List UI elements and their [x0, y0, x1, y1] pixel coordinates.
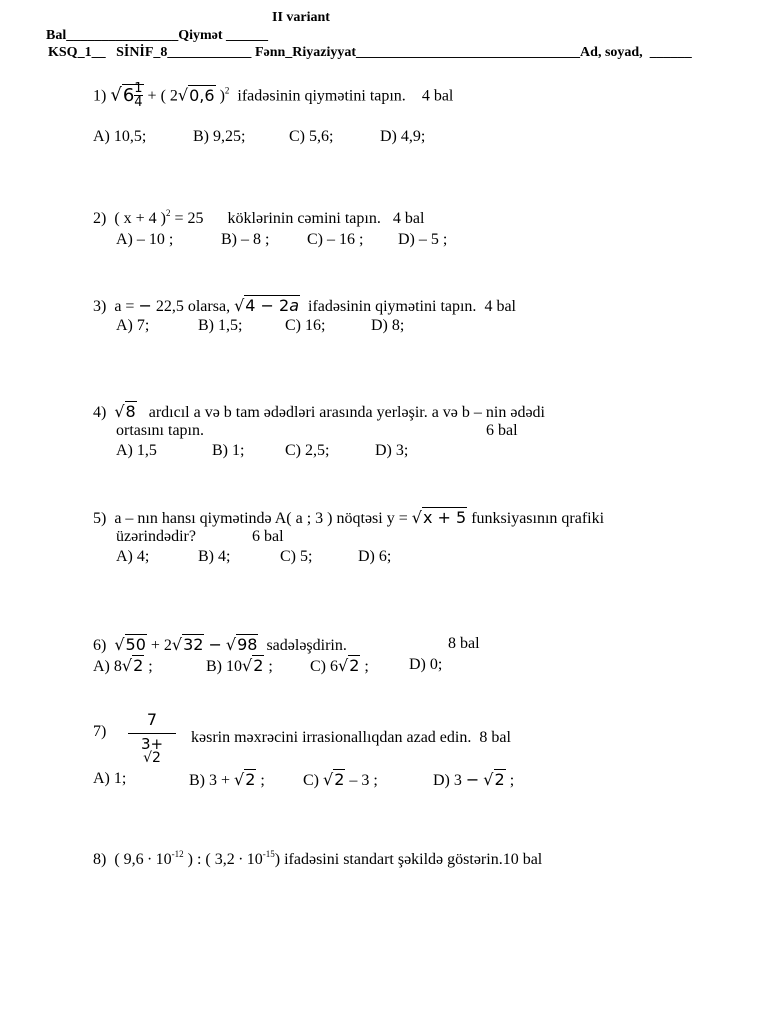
question-8-number: 8) [93, 851, 107, 868]
answer-d: D) – 5 ; [398, 231, 448, 248]
root-50: √50 [114, 635, 146, 654]
question-3-number: 3) [93, 298, 107, 315]
plus-term: + ( 2 [147, 87, 178, 105]
answer-d: D) 3 − √2 ; [433, 770, 515, 789]
name-label: Ad, soyad, [580, 45, 643, 60]
score-line [46, 28, 268, 44]
question-1-number: 1) [93, 87, 107, 105]
answer-b: B) – 8 ; [221, 231, 270, 248]
question-5-number: 5) [93, 510, 107, 527]
multiply-dot: ∙ [238, 851, 243, 868]
question-6-points: 8 bal [448, 635, 480, 652]
answer-a: A) 10,5; [93, 128, 147, 145]
name-blank: ______ [649, 45, 692, 60]
question-2-number: 2) [93, 210, 107, 227]
answer-c: C) 5,6; [289, 128, 334, 145]
question-3-points: 4 bal [484, 298, 516, 315]
minus-sign: − [138, 296, 152, 315]
question-5-points: 6 bal [252, 528, 284, 545]
answer-b: B) 9,25; [193, 128, 246, 145]
question-2-points: 4 bal [392, 210, 425, 227]
answer-d: D) 8; [371, 317, 405, 334]
question-2-text: köklərinin cəmini tapın. [227, 210, 381, 227]
answer-b: B) 4; [198, 548, 231, 565]
root-8: √8 [114, 402, 136, 421]
fraction-numerator: 7 [146, 710, 158, 729]
question-3-text: ifadəsinin qiymətini tapın. [308, 298, 477, 315]
answer-a: A) 1; [93, 770, 127, 787]
answer-a: A) 1,5 [116, 442, 157, 459]
question-4-text-2: ortasını tapın. [116, 422, 204, 439]
answer-c: C) 6√2 ; [310, 656, 369, 675]
question-1: 1) √6 $\frac{1}{4}$ + ( 2√0,6 )$^2$ ifadəsinin qiymətini tapın. 4 bal [93, 81, 454, 110]
answer-d: D) 4,9; [380, 128, 426, 145]
class-label: SİNİF_8____________ [116, 45, 252, 60]
answers-1 [93, 128, 146, 146]
answer-a: A) 4; [116, 548, 150, 565]
root-expression-1: √6 $\frac{1}{4}$ [110, 81, 143, 110]
question-6-number: 6) [93, 637, 107, 654]
question-5-text: a – nın hansı qiymətində A( a ; 3 ) nöqtəsi y = [114, 510, 408, 527]
question-4-text: ardıcıl a və b tam ədədləri arasında yerləşir. a və b – nin ədədi [148, 404, 545, 421]
info-line [48, 45, 692, 61]
question-4-number: 4) [93, 404, 107, 421]
bal-label: Bal________________ [46, 28, 179, 43]
answer-c: C) √2 – 3 ; [303, 770, 378, 789]
question-8-points: 10 bal [502, 851, 543, 868]
qiymet-label: Qiymət ______ [178, 28, 269, 43]
question-4 [93, 402, 545, 422]
root-0-6: √0,6 [177, 85, 215, 105]
root-4-minus-2a: √4 − 2a [234, 296, 300, 315]
question-1-points: 4 bal [421, 87, 454, 105]
question-4-points: 6 bal [486, 422, 518, 439]
question-5 [93, 508, 604, 528]
answer-c: C) 5; [280, 548, 313, 565]
root-x-plus-5: √x + 5 [411, 508, 467, 527]
fraction-denominator-root: √2 [143, 750, 161, 766]
question-5-text-b: funksiyasının qrafiki [471, 510, 605, 527]
answer-b: B) 1; [212, 442, 245, 459]
equation-lhs: ( x + 4 ) [114, 210, 167, 227]
ksq-label: KSQ_1__ [48, 45, 106, 60]
answer-b: B) 1,5; [198, 317, 243, 334]
answer-c: C) – 16 ; [307, 231, 364, 248]
subject-label: Fənn_Riyaziyyat________________________________ [254, 45, 581, 60]
answer-b: B) 3 + √2 ; [189, 770, 265, 789]
answer-d: D) 0; [409, 656, 443, 673]
root-32: √32 [171, 635, 204, 654]
question-6-text: sadələşdirin. [266, 637, 347, 654]
answer-a: A) – 10 ; [116, 231, 174, 248]
root-98: √98 [225, 635, 258, 654]
question-7 [191, 729, 511, 747]
question-7-number: 7) [93, 723, 107, 740]
variant-title: II variant [272, 10, 330, 25]
question-7-text: kəsrin məxrəcini irrasionallıqdan azad edin. [191, 729, 472, 746]
question-2: 2) ( x + 4 )$^2$ = 25 köklərinin cəmini tapın. 4 bal [93, 208, 425, 227]
equation-rhs: = 25 [174, 210, 204, 227]
answer-d: D) 3; [375, 442, 409, 459]
question-7-points: 8 bal [479, 729, 511, 746]
question-3: 3) a = − 22,5 olarsa, √4 − 2a ifadəsinin qiymətini tapın. 4 bal [93, 296, 516, 315]
multiply-dot: ∙ [147, 851, 152, 868]
fraction-denominator: 3+ [140, 735, 164, 753]
answer-c: C) 16; [285, 317, 326, 334]
question-8: 8) ( $9,6 \cdot 10^{-12}$ ) : ( $3,2 \cdot 10^{-15}$) ifadəsini standart şəkildə göstərin.10 bal [93, 849, 543, 868]
question-8-text: ) ifadəsini standart şəkildə göstərin. [274, 851, 503, 868]
answer-d: D) 6; [358, 548, 392, 565]
answer-a: A) 8√2 ; [93, 656, 153, 675]
question-6: 6) √50 + 2√32 − √98 sadələşdirin. [93, 635, 347, 654]
answer-c: C) 2,5; [285, 442, 330, 459]
answer-a: A) 7; [116, 317, 150, 334]
answer-b: B) 10√2 ; [206, 656, 273, 675]
question-5-text-2: üzərindədir? [116, 528, 196, 545]
question-1-text: ifadəsinin qiymətini tapın. [237, 87, 406, 105]
fraction-7-over-3-plus-root2 [128, 711, 176, 765]
